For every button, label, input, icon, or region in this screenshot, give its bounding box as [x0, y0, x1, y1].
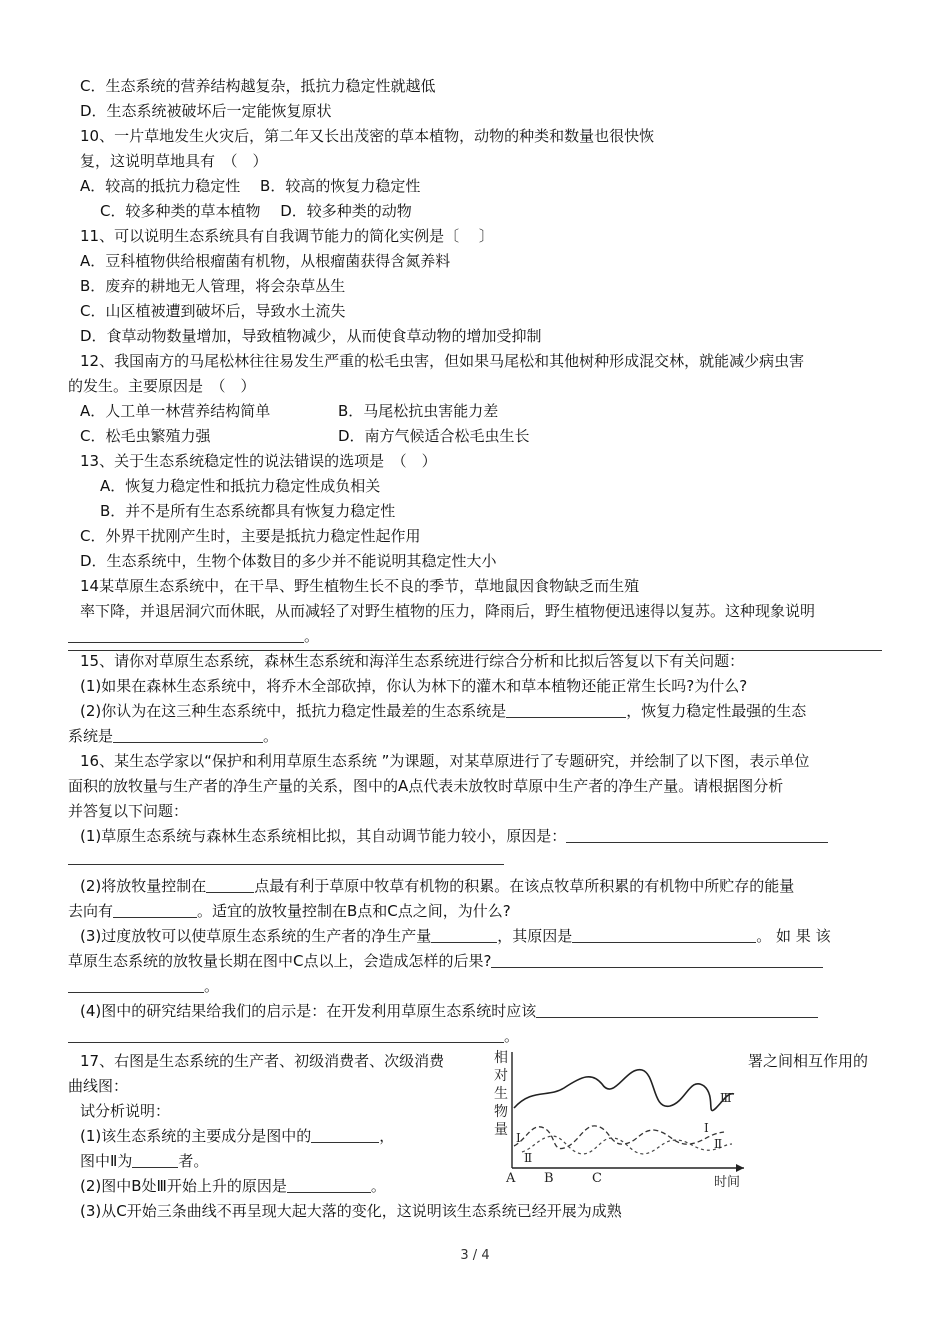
option-c: C．生态系统的营养结构越复杂，抵抗力稳定性就越低: [80, 77, 436, 95]
question-14-cont: 率下降，并退居洞穴而休眠，从而减轻了对野生植物的压力，降雨后，野生植物便迅速得以复苏。这种现象说明: [80, 602, 816, 620]
page-number: 3 / 4: [460, 1248, 490, 1263]
point-c: C: [592, 1171, 602, 1186]
q14-answer-line: 。: [68, 626, 319, 646]
question-17-cont: 曲线图：: [68, 1077, 129, 1095]
question-12-cont: 的发生。主要原因是 （ ）: [68, 377, 256, 395]
question-10: 10、一片草地发生火灾后，第二年又长出茂密的草本植物，动物的种类和数量也很快恢: [80, 127, 655, 145]
point-b: B: [544, 1171, 554, 1186]
q12-option-a: A．人工单一林营养结构简单: [80, 402, 271, 420]
q17-part-1-cont: 图中Ⅱ为 者。: [80, 1152, 209, 1170]
q16-part-2-cont: 去向有 。适宜的放牧量控制在B点和C点之间，为什么?: [68, 902, 511, 920]
y-axis-label-1: 相: [494, 1050, 508, 1066]
q13-option-c: C．外界干扰刚产生时，主要是抵抗力稳定性起作用: [80, 527, 421, 545]
q11-option-b: B．废弃的耕地无人管理，将会杂草丛生: [80, 277, 346, 295]
q13-option-b: B．并不是所有生态系统都具有恢复力稳定性: [100, 502, 396, 520]
y-axis-label-4: 物: [494, 1104, 508, 1120]
label-i-left: Ⅰ: [516, 1131, 521, 1145]
q15-part-2-cont: 系统是 。: [68, 727, 279, 745]
y-axis-label-2: 对: [494, 1068, 508, 1084]
y-axis-label-5: 量: [494, 1122, 508, 1138]
q11-option-c: C．山区植被遭到破坏后，导致水土流失: [80, 302, 346, 320]
q12-option-d: D．南方气候适合松毛虫生长: [338, 427, 530, 445]
q16-part-1: (1)草原生态系统与森林生态系统相比拟，其自动调节能力较小，原因是：: [80, 826, 828, 846]
curve-iii: [514, 1070, 734, 1111]
curve-ii: [522, 1136, 732, 1154]
x-axis-arrow: [736, 1164, 744, 1172]
point-a: A: [506, 1171, 516, 1186]
label-ii-right: Ⅱ: [714, 1137, 723, 1151]
q11-option-a: A．豆科植物供给根瘤菌有机物，从根瘤菌获得含氮养料: [80, 252, 451, 270]
label-iii: Ⅲ: [720, 1091, 732, 1105]
q11-option-d: D．食草动物数量增加，导致植物减少，从而使食草动物的增加受抑制: [80, 327, 542, 345]
q16-part-2: (2)将放牧量控制在 点最有利于草原中牧草有机物的积累。在该点牧草所积累的有机物中所贮存的能量: [80, 877, 795, 895]
q17-instruction: 试分析说明：: [80, 1102, 171, 1120]
question-15: 15、请你对草原生态系统，森林生态系统和海洋生态系统进行综合分析和比拟后答复以下有关问题：: [80, 652, 745, 670]
q17-part-2: (2)图中B处Ⅲ开始上升的原因是 。: [80, 1177, 386, 1195]
label-ii-left: Ⅱ: [524, 1151, 533, 1165]
q17-part-1: (1)该生态系统的主要成分是图中的 ，: [80, 1127, 395, 1145]
question-10-cont: 复，这说明草地具有 （ ）: [80, 152, 268, 170]
question-17: 17、右图是生态系统的生产者、初级消费者、次级消费: [80, 1052, 445, 1070]
q10-options-ab: A．较高的抵抗力稳定性 B．较高的恢复力稳定性: [80, 177, 421, 195]
option-d: D．生态系统被破坏后一定能恢复原状: [80, 102, 332, 120]
q10-options-cd: C．较多种类的草本植物 D．较多种类的动物: [100, 202, 412, 220]
question-12: 12、我国南方的马尾松林往往易发生严重的松毛虫害，但如果马尾松和其他树种形成混交林，就能减少病虫害: [80, 352, 805, 370]
q16-part-1-answer-line: [68, 864, 504, 865]
question-16-cont-1: 面积的放牧量与生产者的净生产量的关系，图中的A点代表未放牧时草原中生产者的净生产量。请根据图分析: [68, 777, 784, 795]
q16-part-3-answer: 。: [68, 976, 219, 996]
y-axis-label-3: 生: [494, 1086, 508, 1102]
q13-option-d: D．生态系统中，生物个体数目的多少并不能说明其稳定性大小: [80, 552, 497, 570]
label-i-right: Ⅰ: [704, 1121, 709, 1135]
q16-part-4: (4)图中的研究结果给我们的启示是：在开发利用草原生态系统时应该: [80, 1001, 818, 1021]
q16-part-3: (3)过度放牧可以使草原生态系统的生产者的净生产量 ，其原因是 。 如 果 该: [80, 927, 831, 945]
q15-part-1: (1)如果在森林生态系统中，将乔木全部砍掉，你认为林下的灌木和草本植物还能正常生长吗?为什么?: [80, 677, 748, 695]
q13-option-a: A．恢复力稳定性和抵抗力稳定性成负相关: [100, 477, 381, 495]
population-curve-figure: [492, 1048, 752, 1188]
q16-part-4-answer: 。: [68, 1026, 519, 1046]
q12-option-b: B．马尾松抗虫害能力差: [338, 402, 499, 420]
q16-part-3-cont: 草原生态系统的放牧量长期在图中C点以上，会造成怎样的后果?: [68, 951, 823, 971]
x-axis-label: 时间: [714, 1175, 741, 1188]
question-14: 14某草原生态系统中，在干旱、野生植物生长不良的季节，草地鼠因食物缺乏而生殖: [80, 577, 640, 595]
question-13: 13、关于生态系统稳定性的说法错误的选项是 （ ）: [80, 452, 437, 470]
q17-part-3: (3)从C开始三条曲线不再呈现大起大落的变化，这说明该生态系统已经开展为成熟: [80, 1202, 622, 1220]
q15-part-2: (2)你认为在这三种生态系统中，抵抗力稳定性最差的生态系统是 ，恢复力稳定性最强的生态: [80, 702, 807, 720]
q12-option-c: C．松毛虫繁殖力强: [80, 427, 211, 445]
question-17-right: 署之间相互作用的: [748, 1052, 869, 1070]
question-11: 11、可以说明生态系统具有自我调节能力的简化实例是〔 〕: [80, 227, 494, 245]
question-16: 16、某生态学家以“保护和利用草原生态系统 ”为课题，对某草原进行了专题研究，并绘制了以下图，表示单位: [80, 752, 810, 770]
question-16-cont-2: 并答复以下问题：: [68, 802, 189, 820]
